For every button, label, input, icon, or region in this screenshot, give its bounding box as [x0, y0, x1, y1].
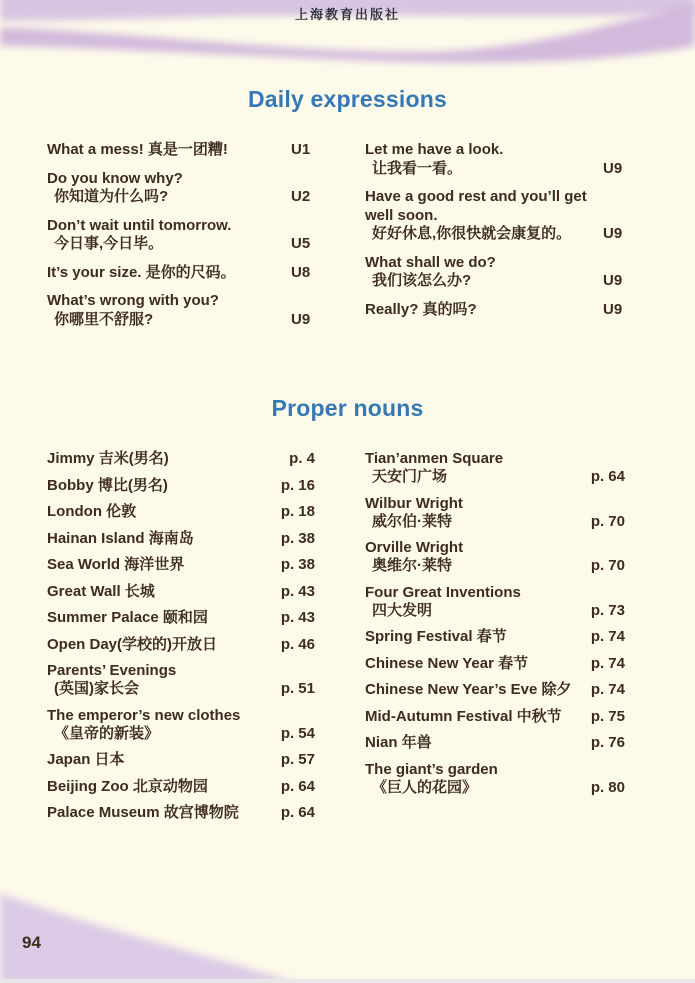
index-entry: [365, 450, 655, 486]
index-entry: [365, 708, 655, 726]
entry-line-phrase: Palace Museum 故宫博物院: [47, 804, 239, 821]
index-entry: [47, 170, 343, 207]
index-entry: [47, 141, 343, 160]
proper-nouns-left-column: [47, 450, 315, 831]
entry-reference: U8: [291, 263, 311, 281]
entry-line-phrase: Jimmy 吉米(男名): [47, 450, 169, 467]
index-entry: [47, 264, 343, 283]
entry-line-phrase: Four Great Inventions: [365, 583, 521, 601]
entry-line-phrase: London 伦敦: [47, 503, 137, 520]
entry-text: [47, 503, 269, 521]
entry-text: [365, 450, 579, 486]
entry-reference: p. 16: [280, 476, 315, 494]
daily-expressions-left-column: [47, 141, 343, 339]
entry-line-phrase: Mid-Autumn Festival 中秋节: [365, 707, 562, 725]
entry-line-phrase: well soon.: [365, 206, 438, 224]
entry-line-phrase: What shall we do?: [365, 253, 496, 271]
entry-line-translation: 让我看一看。: [372, 159, 463, 177]
index-entry: [47, 450, 315, 468]
entry-text: [47, 264, 291, 283]
entry-reference: U9: [603, 225, 623, 242]
index-entry: [365, 539, 655, 575]
entry-reference: p. 64: [280, 804, 315, 821]
entry-reference: p. 57: [280, 751, 315, 768]
entry-line-phrase: Beijing Zoo 北京动物园: [47, 777, 208, 795]
entry-text: [47, 292, 291, 329]
entry-line-translation: 天安门广场: [372, 468, 448, 485]
entry-line-phrase: Japan 日本: [47, 751, 125, 768]
entry-reference: U5: [291, 235, 311, 252]
section-title: Proper nouns: [271, 395, 424, 421]
entry-reference: p. 38: [280, 529, 315, 547]
entry-reference: U9: [603, 159, 623, 177]
entry-line-translation: 威尔伯·莱特: [372, 512, 452, 530]
entry-line-phrase: Tian’anmen Square: [365, 450, 504, 467]
index-entry: [47, 609, 315, 627]
index-entry: [365, 188, 655, 244]
daily-expressions-columns: [0, 141, 695, 339]
entry-reference: p. 18: [280, 503, 315, 520]
publisher-header: 上海教育出版社: [294, 7, 400, 22]
entry-line-phrase: Summer Palace 颐和园: [47, 609, 208, 626]
index-entry: [47, 751, 315, 769]
entry-line-phrase: Spring Festival 春节: [365, 628, 507, 645]
entry-reference: p. 54: [280, 724, 315, 742]
entry-line-phrase: The giant’s garden: [365, 760, 498, 778]
entry-text: [365, 681, 579, 699]
index-entry: [47, 636, 315, 654]
index-entry: [47, 778, 315, 796]
entry-reference: p. 73: [590, 601, 625, 619]
entry-text: [47, 636, 269, 654]
index-entry: [47, 530, 315, 548]
entry-text: [365, 584, 579, 620]
entry-line-translation: 《巨人的花园》: [372, 778, 478, 796]
entry-reference: p. 76: [590, 734, 625, 751]
entry-line-phrase: Parents’ Evenings: [47, 662, 177, 679]
entry-reference: U2: [291, 188, 311, 205]
entry-text: [47, 778, 269, 796]
entry-reference: U9: [291, 310, 311, 328]
entry-reference: U1: [291, 141, 311, 158]
index-entry: [47, 477, 315, 495]
entry-line-phrase: Orville Wright: [365, 539, 464, 556]
entry-line-phrase: Wilbur Wright: [365, 494, 463, 512]
entry-line-phrase: The emperor’s new clothes: [47, 706, 241, 724]
entry-line-phrase: Open Day(学校的)开放日: [47, 635, 218, 653]
index-entry: [47, 217, 343, 254]
daily-expressions-right-column: [365, 141, 655, 339]
index-entry: [47, 804, 315, 822]
entry-line-phrase: Bobby 博比(男名): [47, 476, 168, 494]
entry-reference: p. 4: [289, 450, 315, 467]
entry-text: [47, 217, 291, 254]
entry-line-phrase: Chinese New Year’s Eve 除夕: [365, 681, 572, 698]
entry-text: [365, 188, 603, 244]
entry-line-phrase: Chinese New Year 春节: [365, 654, 529, 672]
entry-line-phrase: Great Wall 长城: [47, 582, 155, 600]
index-entry: [365, 655, 655, 673]
entry-reference: p. 74: [590, 628, 625, 645]
bottom-corner-decoration: [0, 879, 695, 979]
page-number: 94: [22, 933, 41, 952]
entry-reference: p. 80: [590, 778, 625, 796]
entry-text: [47, 609, 269, 627]
entry-reference: p. 43: [280, 609, 315, 626]
entry-text: [47, 141, 291, 160]
entry-reference: p. 46: [280, 635, 315, 653]
index-entry: [47, 292, 343, 329]
entry-reference: U9: [603, 272, 623, 289]
entry-reference: p. 51: [280, 680, 315, 697]
entry-reference: p. 75: [590, 707, 625, 725]
entry-text: [365, 539, 579, 575]
index-entry: [365, 734, 655, 752]
index-entry: [365, 495, 655, 531]
index-entry: [47, 556, 315, 574]
entry-reference: p. 74: [590, 654, 625, 672]
index-entry: [365, 761, 655, 797]
index-entry: [47, 662, 315, 698]
index-entry: [365, 141, 655, 178]
section-title: Daily expressions: [247, 86, 447, 112]
entry-text: [47, 583, 269, 601]
index-entry: [365, 301, 655, 320]
entry-line-translation: 今日事,今日毕。: [54, 235, 164, 252]
entry-line-translation: (英国)家长会: [54, 680, 139, 697]
entry-line-phrase: Nian 年兽: [365, 734, 432, 751]
entry-text: [365, 301, 603, 320]
entry-text: [365, 141, 603, 178]
entry-reference: p. 70: [590, 557, 625, 574]
section-daily-expressions: [0, 86, 695, 339]
entry-text: [47, 556, 269, 574]
proper-nouns-columns: [0, 450, 695, 831]
entry-line-phrase: What’s wrong with you?: [47, 292, 219, 309]
entry-text: [47, 662, 269, 698]
index-entry: [365, 584, 655, 620]
entry-text: [365, 495, 579, 531]
entry-text: [47, 170, 291, 207]
section-proper-nouns: [0, 395, 695, 831]
entry-line-phrase: What a mess! 真是一团糟!: [47, 141, 228, 158]
entry-line-phrase: Really? 真的吗?: [365, 300, 477, 318]
entry-line-phrase: Let me have a look.: [365, 141, 504, 158]
entry-line-translation: 你哪里不舒服?: [54, 310, 154, 328]
entry-line-phrase: It’s your size. 是你的尺码。: [47, 263, 236, 281]
entry-text: [365, 655, 579, 673]
entry-reference: U9: [603, 300, 623, 318]
entry-reference: p. 74: [590, 681, 625, 698]
entry-line-translation: 我们该怎么办?: [372, 272, 472, 289]
entry-line-phrase: Hainan Island 海南岛: [47, 529, 194, 547]
entry-text: [365, 254, 603, 291]
entry-line-phrase: Don’t wait until tomorrow.: [47, 216, 232, 234]
entry-line-phrase: Sea World 海洋世界: [47, 556, 185, 573]
entry-text: [47, 751, 269, 769]
entry-text: [365, 761, 579, 797]
page-bottom-edge: [0, 979, 695, 983]
index-entry: [47, 583, 315, 601]
entry-reference: p. 64: [590, 468, 625, 485]
entry-line-phrase: Do you know why?: [47, 169, 183, 187]
entry-text: [47, 450, 269, 468]
index-entry: [365, 628, 655, 646]
index-entry: [365, 254, 655, 291]
entry-line-translation: 奥维尔·莱特: [372, 557, 452, 574]
entry-reference: p. 43: [280, 582, 315, 600]
entry-text: [47, 477, 269, 495]
entry-line-translation: 四大发明: [372, 601, 433, 619]
entry-reference: p. 70: [590, 512, 625, 530]
entry-text: [47, 804, 269, 822]
entry-text: [365, 708, 579, 726]
entry-text: [365, 628, 579, 646]
entry-line-translation: 《皇帝的新装》: [54, 724, 160, 742]
entry-reference: p. 64: [280, 777, 315, 795]
index-entry: [365, 681, 655, 699]
entry-text: [47, 707, 269, 743]
entry-line-phrase: Have a good rest and you’ll get: [365, 188, 587, 205]
entry-line-translation: 好好休息,你很快就会康复的。: [372, 225, 572, 242]
entry-text: [47, 530, 269, 548]
entry-text: [365, 734, 579, 752]
entry-line-translation: 你知道为什么吗?: [54, 188, 169, 205]
index-entry: [47, 503, 315, 521]
proper-nouns-right-column: [365, 450, 655, 831]
entry-reference: p. 38: [280, 556, 315, 573]
index-entry: [47, 707, 315, 743]
